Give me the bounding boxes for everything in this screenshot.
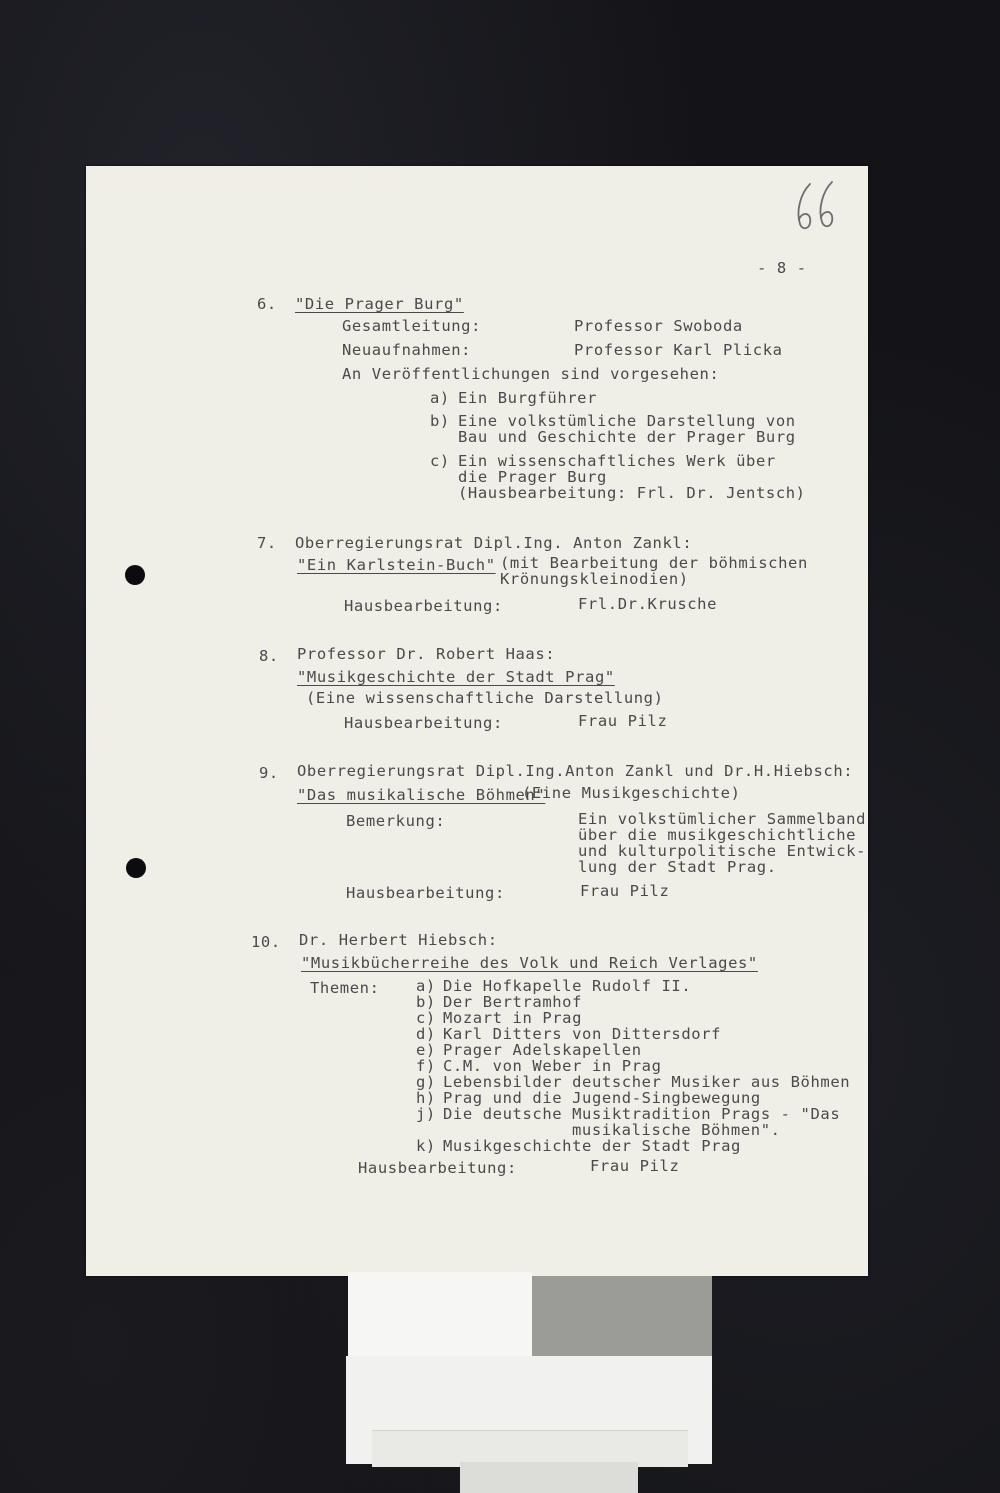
section-10-author: Dr. Herbert Hiebsch:	[299, 931, 498, 949]
section-8-number: 8.	[259, 647, 279, 665]
publication-b-letter: b)	[430, 412, 450, 430]
handwritten-folio-number	[792, 178, 842, 234]
section-7-haus-value: Frl.Dr.Krusche	[578, 595, 718, 613]
section-7-title: "Ein Karlstein-Buch"	[297, 556, 496, 574]
gesamtleitung-label: Gesamtleitung:	[342, 317, 482, 335]
section-9-title-note: (Eine Musikgeschichte)	[522, 784, 741, 802]
publication-a-letter: a)	[430, 389, 450, 407]
section-9-title: "Das musikalische Böhmen"	[297, 786, 546, 804]
bemerkung-line: und kulturpolitische Entwick-	[578, 842, 867, 860]
theme-letter: j)	[416, 1105, 436, 1123]
neuaufnahmen-value: Professor Karl Plicka	[574, 341, 783, 359]
theme-letter: c)	[416, 1009, 436, 1027]
publication-a-line: Ein Burgführer	[458, 389, 598, 407]
color-card-gray-patch	[532, 1276, 712, 1358]
theme-text: Mozart in Prag	[443, 1009, 583, 1027]
theme-letter: k)	[416, 1137, 436, 1155]
neuaufnahmen-label: Neuaufnahmen:	[342, 341, 472, 359]
theme-letter: e)	[416, 1041, 436, 1059]
theme-letter: a)	[416, 977, 436, 995]
section-8-haus-value: Frau Pilz	[578, 712, 668, 730]
punch-hole-bottom	[126, 858, 146, 878]
theme-letter: d)	[416, 1025, 436, 1043]
theme-text-continuation: musikalische Böhmen".	[572, 1121, 781, 1139]
publications-intro: An Veröffentlichungen sind vorgesehen:	[342, 365, 720, 383]
section-7-number: 7.	[257, 534, 277, 552]
theme-text: Die Hofkapelle Rudolf II.	[443, 977, 692, 995]
section-10-haus-label: Hausbearbeitung:	[358, 1159, 517, 1177]
bemerkung-line: Ein volkstümlicher Sammelband	[578, 810, 867, 828]
section-8-subtitle: (Eine wissenschaftliche Darstellung)	[306, 689, 664, 707]
publication-b-line: Eine volkstümliche Darstellung von	[458, 412, 796, 430]
gesamtleitung-value: Professor Swoboda	[574, 317, 743, 335]
theme-text: Musikgeschichte der Stadt Prag	[443, 1137, 741, 1155]
bemerkung-label: Bemerkung:	[346, 812, 446, 830]
section-9-haus-value: Frau Pilz	[580, 882, 670, 900]
publication-c-line: Ein wissenschaftliches Werk über	[458, 452, 776, 470]
section-10-title: "Musikbücherreihe des Volk und Reich Verlages"	[301, 954, 758, 972]
theme-text: Prag und die Jugend-Singbewegung	[443, 1089, 761, 1107]
section-6-number: 6.	[257, 295, 277, 313]
theme-text: Karl Ditters von Dittersdorf	[443, 1025, 722, 1043]
theme-text: C.M. von Weber in Prag	[443, 1057, 662, 1075]
punch-hole-top	[125, 565, 145, 585]
section-7-note: Krönungskleinodien)	[500, 570, 689, 588]
section-7-haus-label: Hausbearbeitung:	[344, 597, 503, 615]
section-9-author: Oberregierungsrat Dipl.Ing.Anton Zankl und Dr.H.Hiebsch:	[297, 762, 854, 780]
section-10-number: 10.	[251, 933, 281, 951]
theme-text: Prager Adelskapellen	[443, 1041, 642, 1059]
theme-letter: b)	[416, 993, 436, 1011]
section-7-note: (mit Bearbeitung der böhmischen	[500, 554, 808, 572]
section-6-title: "Die Prager Burg"	[295, 295, 464, 313]
bemerkung-line: über die musikgeschichtliche	[578, 826, 857, 844]
section-9-number: 9.	[259, 764, 279, 782]
publication-c-line: (Hausbearbeitung: Frl. Dr. Jentsch)	[458, 484, 806, 502]
publication-c-line: die Prager Burg	[458, 468, 607, 486]
color-card-white-patch	[348, 1272, 532, 1358]
theme-letter: g)	[416, 1073, 436, 1091]
theme-text: Die deutsche Musiktradition Prags - "Das	[443, 1105, 841, 1123]
theme-letter: h)	[416, 1089, 436, 1107]
section-8-haus-label: Hausbearbeitung:	[344, 714, 503, 732]
publication-c-letter: c)	[430, 452, 450, 470]
bemerkung-line: lung der Stadt Prag.	[578, 858, 777, 876]
section-7-author: Oberregierungsrat Dipl.Ing. Anton Zankl:	[295, 534, 693, 552]
theme-text: Lebensbilder deutscher Musiker aus Böhmen	[443, 1073, 851, 1091]
theme-text: Der Bertramhof	[443, 993, 583, 1011]
section-8-title: "Musikgeschichte der Stadt Prag"	[297, 668, 615, 686]
section-9-haus-label: Hausbearbeitung:	[346, 884, 505, 902]
page-number: - 8 -	[757, 259, 807, 277]
publication-b-line: Bau und Geschichte der Prager Burg	[458, 428, 796, 446]
section-8-author: Professor Dr. Robert Haas:	[297, 645, 556, 663]
themen-label: Themen:	[310, 979, 380, 997]
theme-letter: f)	[416, 1057, 436, 1075]
color-card-strip	[460, 1462, 638, 1493]
section-10-haus-value: Frau Pilz	[590, 1157, 680, 1175]
